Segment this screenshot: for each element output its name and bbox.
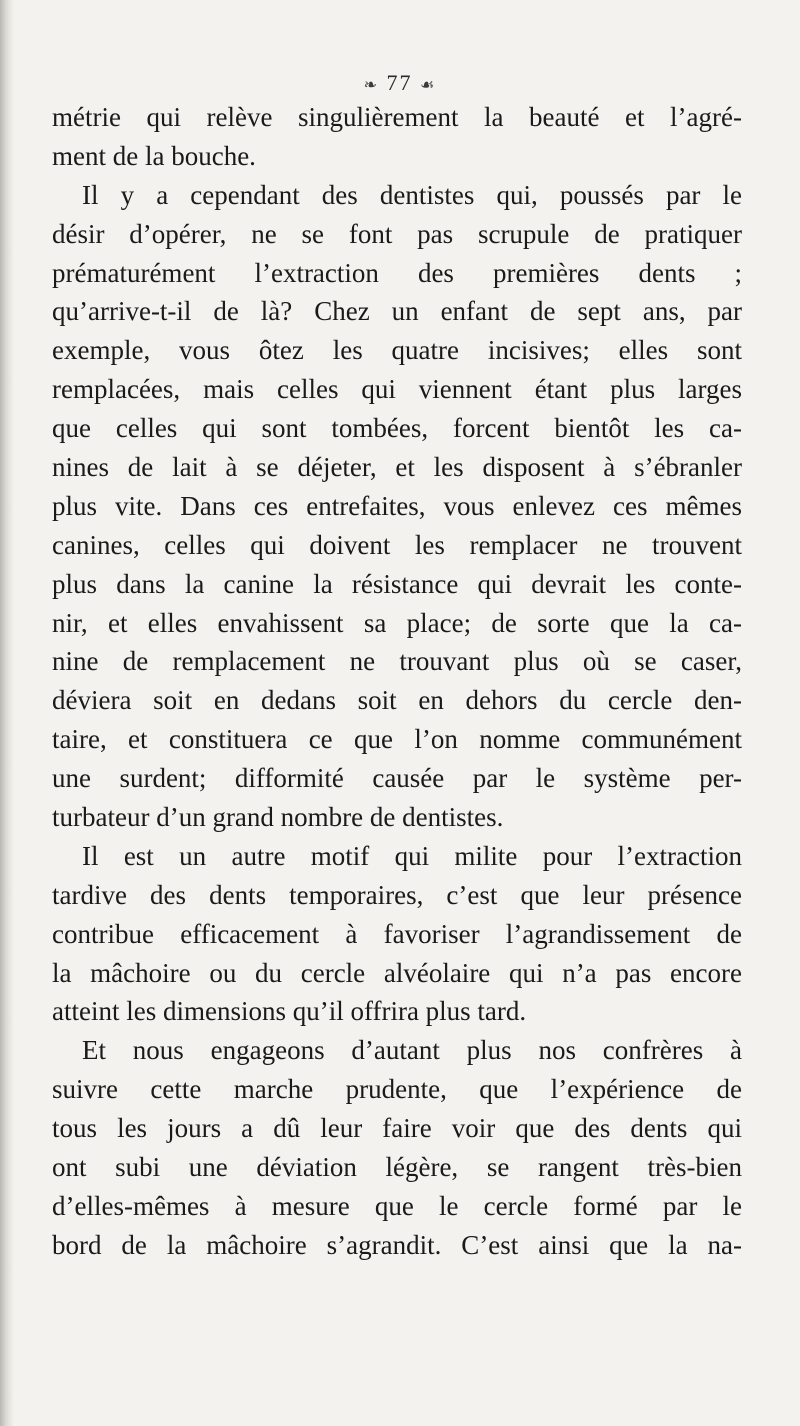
text-line: nines de lait à se déjeter, et les disposent à s’ébranler (52, 452, 742, 483)
text-line: tous les jours a dû leur faire voir que des dents qui (52, 1113, 742, 1144)
text-line: atteint les dimensions qu’il offrira plus tard. (52, 996, 527, 1027)
text-line: métrie qui relève singulièrement la beauté et l’agré- (52, 102, 742, 132)
text-line: contribue efficacement à favoriser l’agrandissement de (52, 918, 742, 949)
text-line: désir d’opérer, ne se font pas scrupule de pratiquer (52, 218, 742, 249)
text-line: ment de la bouche. (52, 140, 256, 171)
text-line: Et nous engageons d’autant plus nos confrères à (82, 1035, 742, 1066)
text-line: d’elles-mêmes à mesure que le cercle formé par le (52, 1190, 742, 1221)
text-line: remplacées, mais celles qui viennent étant plus larges (52, 374, 742, 405)
text-line: déviera soit en dedans soit en dehors du cercle den- (52, 685, 742, 716)
ornament-right-icon: ☙ (420, 76, 437, 94)
text-line: une surdent; difformité causée par le système per- (52, 763, 742, 794)
text-line: tardive des dents temporaires, c’est que leur présence (52, 879, 742, 910)
text-line: la mâchoire ou du cercle alvéolaire qui n’a pas encore (52, 957, 742, 988)
text-line: que celles qui sont tombées, forcent bientôt les ca- (52, 413, 742, 444)
body-text (52, 98, 742, 1265)
binding-edge (0, 0, 14, 1426)
text-line: nine de remplacement ne trouvant plus où se caser, (52, 646, 742, 677)
text-line: nir, et elles envahissent sa place; de sorte que la ca- (52, 607, 742, 638)
page-header (0, 70, 800, 96)
ornament-left-icon: ❧ (363, 76, 380, 94)
text-line: exemple, vous ôtez les quatre incisives; elles sont (52, 335, 742, 366)
text-line: turbateur d’un grand nombre de dentistes. (52, 802, 504, 833)
text-line: suivre cette marche prudente, que l’expérience de (52, 1074, 742, 1105)
text-line: Il y a cependant des dentistes qui, poussés par le (82, 179, 742, 210)
page-number: 77 (386, 70, 413, 95)
text-line: plus dans la canine la résistance qui devrait les conte- (52, 568, 742, 599)
text-line: taire, et constituera ce que l’on nomme communément (52, 724, 742, 755)
text-line: plus vite. Dans ces entrefaites, vous enlevez ces mêmes (52, 490, 742, 521)
text-line: canines, celles qui doivent les remplacer ne trouvent (52, 529, 742, 560)
text-line: qu’arrive-t-il de là? Chez un enfant de sept ans, par (52, 296, 742, 327)
text-line: Il est un autre motif qui milite pour l’extraction (82, 840, 742, 871)
text-line: prématurément l’extraction des premières dents ; (52, 257, 742, 288)
text-line: ont subi une déviation légère, se rangent très-bien (52, 1152, 742, 1183)
text-line: bord de la mâchoire s’agrandit. C’est ainsi que la na- (52, 1229, 742, 1260)
